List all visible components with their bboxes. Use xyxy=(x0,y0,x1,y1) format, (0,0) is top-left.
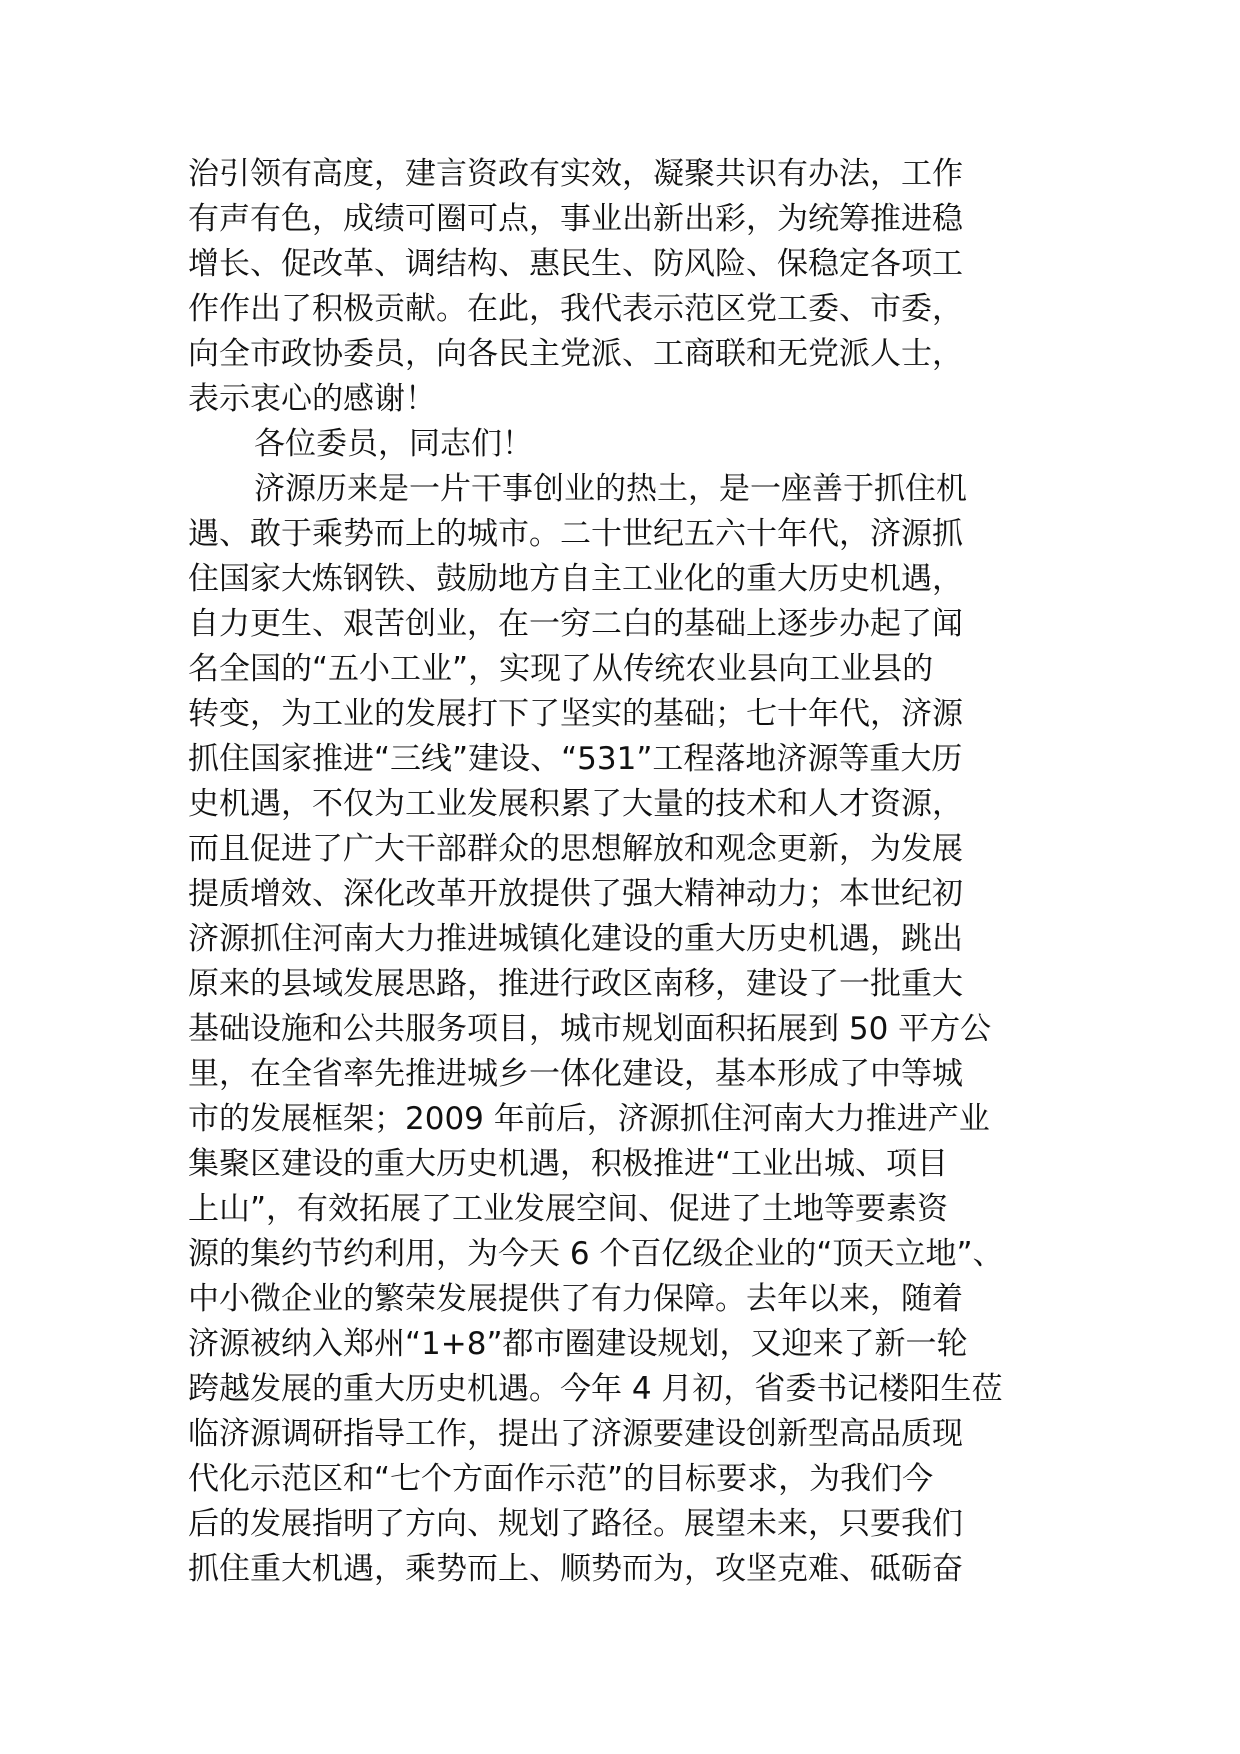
text-line: 济源抓住河南大力推进城镇化建设的重大历史机遇，跳出 xyxy=(188,921,963,957)
text-line: 市的发展框架；2009 年前后，济源抓住河南大力推进产业 xyxy=(188,1101,990,1137)
text-line: 跨越发展的重大历史机遇。今年 4 月初，省委书记楼阳生莅 xyxy=(188,1371,1003,1407)
paragraph-start-line: 济源历来是一片干事创业的热土，是一座善于抓住机 xyxy=(254,471,967,507)
salutation-line: 各位委员，同志们！ xyxy=(254,426,533,462)
text-line: 源的集约节约利用，为今天 6 个百亿级企业的“顶天立地”、 xyxy=(188,1236,1004,1272)
text-line: 而且促进了广大干部群众的思想解放和观念更新，为发展 xyxy=(188,831,963,867)
text-line: 基础设施和公共服务项目，城市规划面积拓展到 50 平方公 xyxy=(188,1011,992,1047)
text-line: 遇、敢于乘势而上的城市。二十世纪五六十年代，济源抓 xyxy=(188,516,963,552)
text-line: 表示衷心的感谢！ xyxy=(188,381,436,417)
text-line: 治引领有高度，建言资政有实效，凝聚共识有办法，工作 xyxy=(188,156,963,192)
text-line: 抓住重大机遇，乘势而上、顺势而为，攻坚克难、砥砺奋 xyxy=(188,1551,963,1587)
text-line: 增长、促改革、调结构、惠民生、防风险、保稳定各项工 xyxy=(188,246,963,282)
text-line: 济源被纳入郑州“1+8”都市圈建设规划，又迎来了新一轮 xyxy=(188,1326,968,1362)
text-line: 提质增效、深化改革开放提供了强大精神动力；本世纪初 xyxy=(188,876,963,912)
text-line: 代化示范区和“七个方面作示范”的目标要求，为我们今 xyxy=(188,1461,934,1497)
text-line: 作作出了积极贡献。在此，我代表示范区党工委、市委， xyxy=(188,291,963,327)
text-line: 临济源调研指导工作，提出了济源要建设创新型高品质现 xyxy=(188,1416,963,1452)
text-line: 里，在全省率先推进城乡一体化建设，基本形成了中等城 xyxy=(188,1056,963,1092)
text-line: 中小微企业的繁荣发展提供了有力保障。去年以来，随着 xyxy=(188,1281,963,1317)
text-line: 名全国的“五小工业”，实现了从传统农业县向工业县的 xyxy=(188,651,934,687)
text-line: 住国家大炼钢铁、鼓励地方自主工业化的重大历史机遇， xyxy=(188,561,963,597)
text-line: 抓住国家推进“三线”建设、“531”工程落地济源等重大历 xyxy=(188,741,963,777)
body-text xyxy=(188,152,1068,1592)
text-line: 集聚区建设的重大历史机遇，积极推进“工业出城、项目 xyxy=(188,1146,949,1182)
text-line: 上山”，有效拓展了工业发展空间、促进了土地等要素资 xyxy=(188,1191,949,1227)
text-line: 自力更生、艰苦创业，在一穷二白的基础上逐步办起了闻 xyxy=(188,606,963,642)
text-line: 有声有色，成绩可圈可点，事业出新出彩，为统筹推进稳 xyxy=(188,201,963,237)
text-line: 后的发展指明了方向、规划了路径。展望未来，只要我们 xyxy=(188,1506,963,1542)
text-line: 史机遇，不仅为工业发展积累了大量的技术和人才资源， xyxy=(188,786,963,822)
text-line: 原来的县域发展思路，推进行政区南移，建设了一批重大 xyxy=(188,966,963,1002)
text-line: 转变，为工业的发展打下了坚实的基础；七十年代，济源 xyxy=(188,696,963,732)
text-line: 向全市政协委员，向各民主党派、工商联和无党派人士， xyxy=(188,336,963,372)
